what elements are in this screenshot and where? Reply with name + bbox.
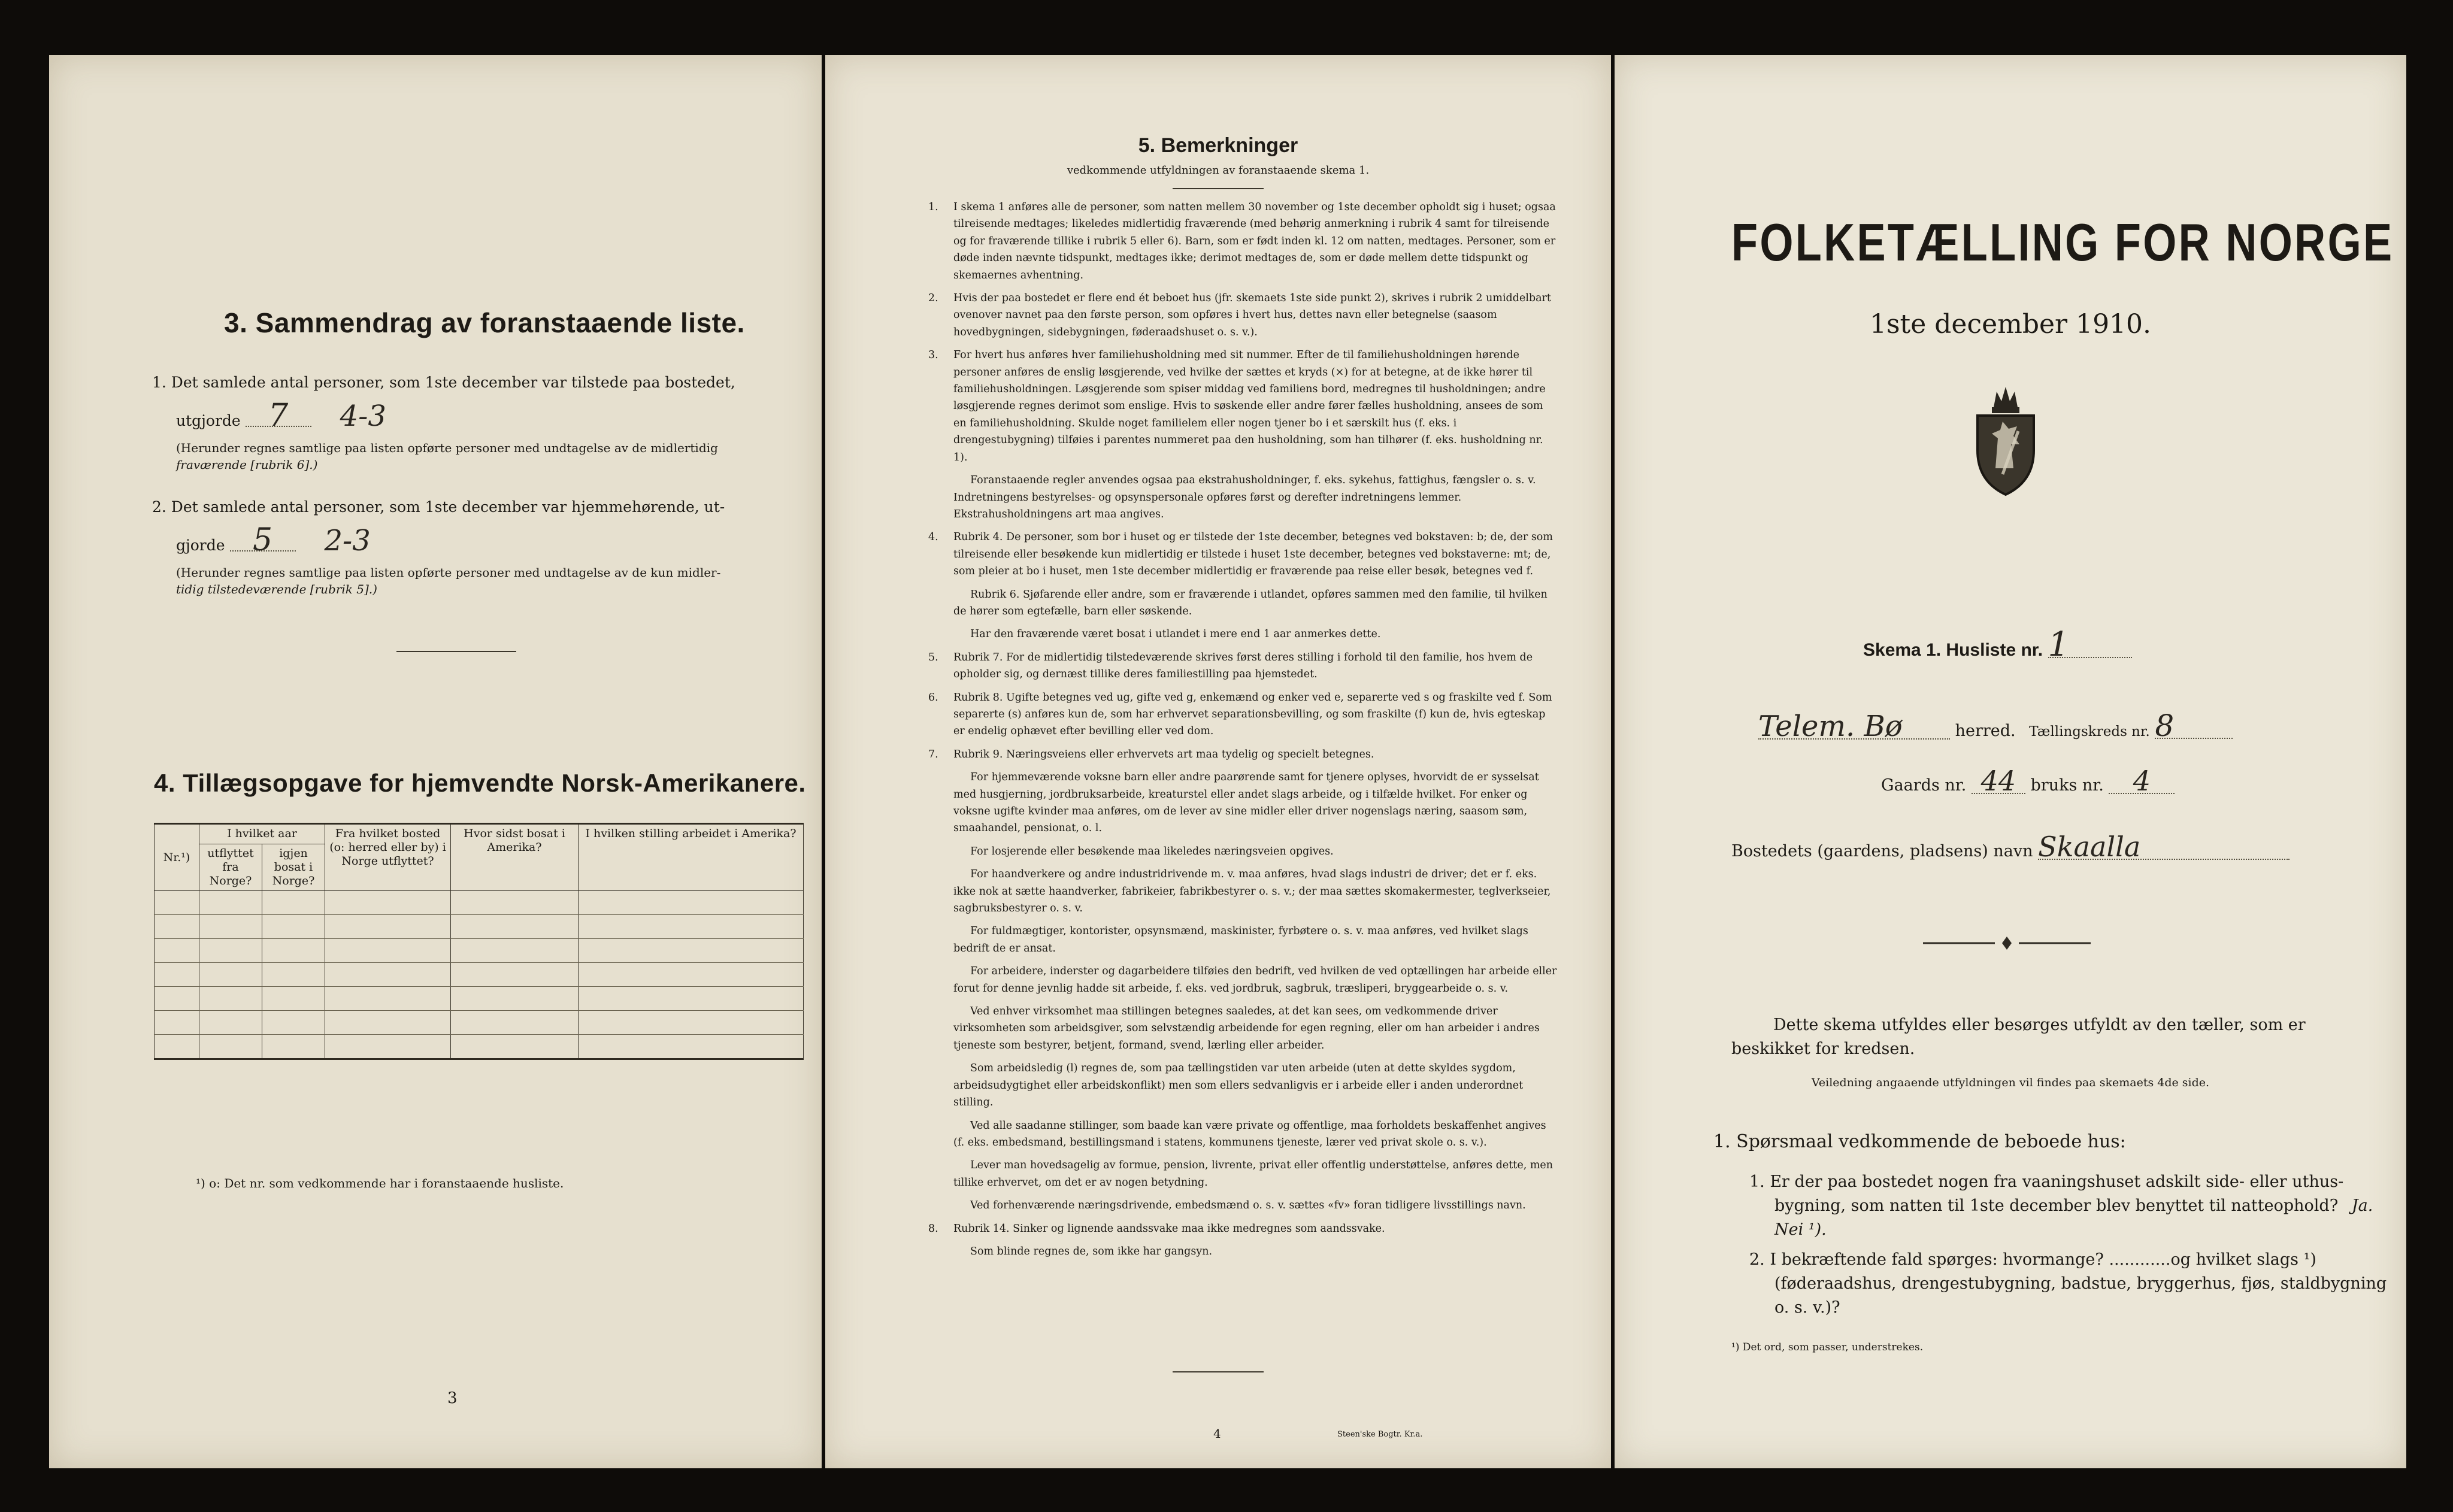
gaards-value: 44: [1972, 769, 2025, 794]
printer-imprint: Steen'ske Bogtr. Kr.a.: [1337, 1430, 1423, 1439]
divider: [1173, 1371, 1264, 1372]
remark-number: 4.: [928, 531, 938, 544]
question-2: 2. I bekræftende fald spørges: hvormange? ............og hvilket slags ¹) (føderaadshus, drengestubygning, badstue, bryggerhus, fjøs, staldbygning o. s. v.)?: [1749, 1250, 2387, 1317]
remark-item: [928, 586, 1557, 620]
table-row: [155, 1035, 804, 1059]
col-fra-bosted: Fra hvilket bosted (o: herred eller by) i Norge utflyttet?: [325, 824, 451, 891]
remark-text: Foranstaaende regler anvendes ogsaa paa ekstrahusholdninger, f. eks. sykehus, fattighus, fængsler o. s. v. Indretningens bestyrelses- og opsynspersonale opføres først og derefter indretningens lemmer. Ekstrahusholdningens art maa angives.: [953, 474, 1536, 520]
remark-text: Hvis der paa bostedet er flere end ét beboet hus (jfr. skemaets 1ste side punkt 2), skrives i rubrik 2 umiddelbart ovenover navnet paa den første person, som opføres i hvert hus, dettes navn eller betegnelse (saasom hovedbygningen, sidebygningen, føderaadshuset o. s. v.).: [953, 292, 1551, 338]
s3-item1-note2: fraværende [rubrik 6].): [176, 457, 318, 472]
table-row: [155, 891, 804, 915]
remark-number: 8.: [928, 1222, 938, 1235]
kreds-value: 8: [2155, 714, 2233, 739]
herred-line: [1758, 708, 2381, 744]
question-1-text: 1. Er der paa bostedet nogen fra vaaningshuset adskilt side- eller uthus-bygning, som natten til 1ste december blev benyttet til natteophold?: [1749, 1172, 2344, 1215]
remark-item: [928, 1220, 1557, 1237]
question-1-answer: Ja. Nei ¹).: [1774, 1196, 2373, 1239]
remark-item: [928, 963, 1557, 997]
s3-item2-note2: tidig tilstedeværende [rubrik 5].): [176, 582, 377, 596]
skema-label: Skema 1. Husliste nr.: [1863, 640, 2043, 660]
remark-text: Ved enhver virksomhet maa stillingen betegnes saaledes, at det kan sees, om vedkommende driver virksomheten som arbeidsgiver, som selvstændig arbeidende for egen regning, eller om han arbeider i andres tjeneste som bestyrer, betjent, formand, svend, lærling eller arbeider.: [953, 1005, 1540, 1052]
census-date: 1ste december 1910.: [1869, 309, 2152, 340]
s3-item2-prefix: gjorde: [176, 537, 225, 554]
remark-item: [928, 1243, 1557, 1260]
herred-label: herred.: [1955, 722, 2016, 740]
coat-of-arms-icon: [1961, 378, 2051, 498]
remark-text: For haandverkere og andre industridrivende m. v. maa anføres, hvad slags industri de driver; det er f. eks. ikke nok at sætte haandverker, fabrikeier, fabrikbestyrer o. s. v.; der maa sættes skomakermester, teglverkseier, sagbruksbestyrer o. s. v.: [953, 868, 1551, 915]
table-row: [155, 1011, 804, 1035]
s3-item2-extra: 2-3: [324, 524, 371, 557]
remark-text: Som blinde regnes de, som ikke har gangsyn.: [970, 1245, 1213, 1258]
remark-item: [928, 923, 1557, 957]
norsk-amerikanere-table: [154, 823, 804, 1060]
remark-number: 1.: [928, 201, 938, 213]
remark-item: [928, 769, 1557, 837]
remarks-list: [928, 199, 1557, 1372]
remark-item: [928, 843, 1557, 860]
remark-item: [928, 1003, 1557, 1054]
kreds-label: Tællingskreds nr.: [2029, 724, 2150, 740]
s3-item2-line: [176, 522, 595, 558]
remark-item: [928, 1197, 1557, 1214]
col-nr: Nr.¹): [155, 824, 199, 891]
remark-item: [928, 1060, 1557, 1111]
remark-item: [928, 472, 1557, 523]
intro-guidance: Veiledning angaaende utfyldningen vil findes paa skemaets 4de side.: [1811, 1076, 2210, 1089]
remark-number: 7.: [928, 748, 938, 760]
remark-text: For losjerende eller besøkende maa likeledes næringsveien opgives.: [970, 845, 1334, 857]
page-left: [49, 55, 822, 1468]
husliste-nr-value: 1: [2048, 633, 2132, 658]
intro-text: Dette skema utfyldes eller besørges utfyldt av den tæller, som er beskikket for kredsen.: [1731, 1016, 2306, 1058]
skema-line: [1863, 625, 2132, 664]
col-hvor-bosat: Hvor sidst bosat i Amerika?: [451, 824, 579, 891]
remark-item: [928, 1157, 1557, 1191]
s3-item2-text: 2. Det samlede antal personer, som 1ste december var hjemmehørende, ut-: [152, 498, 725, 516]
remark-item: [928, 1117, 1557, 1152]
s3-item2-note1: (Herunder regnes samtlige paa listen opførte personer med undtagelse av de kun midler-: [176, 565, 721, 580]
remark-text: For hvert hus anføres hver familiehusholdning med sit nummer. Efter de til familiehusholdningen hørende personer anføres de enslig løsgjerende, ved hvilke der sættes et kryds (×) for at betegne, at de ikke hører til familiehusholdningen. Løsgjerende som spiser middag ved familiens bord, medregnes til husholdningen; andre løsgjerende regnes derimot som enslige. Hvis to søskende eller andre fører fælles husholdning, ansees de som en familiehusholdning. Skulde noget familielem eller nogen tjener bo i et særskilt hus (f. eks. i drengestubygning) tilføies i parentes nummeret paa den husholdning, som han tilhører (f. eks. husholdning nr. 1).: [953, 349, 1546, 463]
page-right: [1615, 55, 2406, 1468]
bruks-value: 4: [2109, 769, 2175, 794]
page-mid: [825, 55, 1611, 1468]
question-1: [1749, 1170, 2403, 1242]
remark-item: [928, 199, 1557, 284]
table-row: [155, 939, 804, 963]
bosted-label: Bostedets (gaardens, pladsens) navn: [1731, 842, 2033, 860]
remark-item: [928, 746, 1557, 763]
bosted-line: [1731, 831, 2378, 863]
remark-item: [928, 529, 1557, 580]
table-row: [155, 915, 804, 939]
remark-text: Rubrik 9. Næringsveiens eller erhvervets art maa tydelig og specielt betegnes.: [953, 748, 1374, 760]
remark-number: 2.: [928, 292, 938, 305]
herred-value: Telem. Bø: [1758, 714, 1950, 740]
remark-item: [928, 626, 1557, 643]
remark-item: [928, 290, 1557, 341]
s3-item1-text: 1. Det samlede antal personer, som 1ste december var tilstede paa bostedet,: [152, 374, 735, 391]
section-3-title: 3. Sammendrag av foranstaaende liste.: [224, 307, 745, 338]
right-footnote: ¹) Det ord, som passer, understrekes.: [1731, 1341, 1924, 1353]
s3-item1-value: 7: [246, 405, 311, 427]
remark-text: Rubrik 14. Sinker og lignende aandssvake maa ikke medregnes som aandssvake.: [953, 1222, 1385, 1235]
remark-text: Ved alle saadanne stillinger, som baade kan være private og offentlige, maa forholdets beskaffenhet angives (f. eks. embedsmand, bestillingsmand i statens, kommunens tjeneste, lærer ved privat skole o. s. v.).: [953, 1119, 1546, 1149]
s3-item1-note1: (Herunder regnes samtlige paa listen opførte personer med undtagelse av de midlertidig: [176, 441, 718, 455]
s3-item1-extra: 4-3: [340, 399, 386, 433]
page-number-3: 3: [447, 1389, 458, 1407]
remark-number: 6.: [928, 691, 938, 704]
remark-text: For hjemmeværende voksne barn eller andre paarørende samt for tjenere oplyses, hvorvidt de er sysselsat med husgjerning, jordbruksarbeide, kreaturstel eller andet slags arbeide, og i tilfælde hvilket. For enker og voksne ugifte kvinder maa anføres, om de lever av sine midler eller driver nogenslags næring, saasom søm, smaahandel, pensionat, o. l.: [953, 771, 1539, 835]
section-4-title: 4. Tillægsopgave for hjemvendte Norsk-Amerikanere.: [154, 769, 806, 797]
remark-text: For fuldmægtiger, kontorister, opsynsmænd, maskinister, fyrbøtere o. s. v. maa anføres, ved hvilket slags bedrift de er ansat.: [953, 925, 1528, 955]
col-group-aar: I hvilket aar: [199, 824, 325, 844]
remark-text: Rubrik 7. For de midlertidig tilstedeværende skrives først deres stilling i forhold til den familie, hos hvem de opholder sig, og dernæst tillike deres familiestilling paa hjemstedet.: [953, 651, 1533, 681]
s3-item1-prefix: utgjorde: [176, 412, 241, 429]
remark-number: 5.: [928, 651, 938, 663]
remark-item: [928, 649, 1557, 683]
divider: [1173, 188, 1264, 189]
remark-text: Ved forhenværende næringsdrivende, embedsmænd o. s. v. sættes «fv» foran tidligere livsstillings navn.: [970, 1199, 1526, 1212]
divider: [396, 651, 516, 652]
remark-text: I skema 1 anføres alle de personer, som natten mellem 30 november og 1ste december opholdt sig i huset; ogsaa tilreisende medtages; likeledes midlertidig fraværende (med behørig anmerkning i rubrik 4 samt for tilreisende og for fraværende tillike i rubrik 5 eller 6). Barn, som er født inden kl. 12 om natten, medtages. Personer, som er døde inden nævnte tidspunkt, medtages ikke; derimot medtages de, som er døde mellem dette tidspunkt og skemaernes avhentning.: [953, 201, 1556, 281]
remark-text: Rubrik 4. De personer, som bor i huset og er tilstede der 1ste december, betegnes ved bokstaven: b; de, der som tilreisende eller besøkende kun midlertidig er tilstede i huset 1ste december, betegnes ved bokstaverne: mt; de, som pleier at bo i huset, men 1ste december midlertidig er fraværende paa reise eller besøk, betegnes ved f.: [953, 531, 1553, 578]
remark-item: [928, 866, 1557, 917]
left-footnote: ¹) o: Det nr. som vedkommende har i foranstaaende husliste.: [196, 1176, 564, 1190]
remark-text: Rubrik 8. Ugifte betegnes ved ug, gifte ved g, enkemænd og enker ved e, separerte ved s og fraskilte ved f. Som separerte (s) anføres kun de, som har erhvervet separationsbevilling, og som fraskilte (f) kun de, hvis egteskap er endelig ophævet efter bevilling eller ved dom.: [953, 691, 1552, 738]
col-utflyttet: utflyttet fra Norge?: [199, 844, 262, 891]
bosted-value: Skaalla: [2038, 835, 2290, 860]
remark-text: For arbeidere, inderster og dagarbeidere tilføies den bedrift, ved hvilken de ved optællingen har arbeide eller forut for denne jevnlig hadde sit arbeide, f. eks. ved jordbruk, sagbruk, træsliperi, bryggearbeide o. s. v.: [953, 965, 1557, 995]
remarks-subtitle: vedkommende utfyldningen av foranstaaende skema 1.: [1067, 164, 1370, 177]
main-title: FOLKETÆLLING FOR NORGE: [1731, 213, 2394, 272]
col-stilling: I hvilken stilling arbeidet i Amerika?: [579, 824, 804, 891]
remark-number: 3.: [928, 349, 938, 362]
gaards-line: [1881, 765, 2175, 798]
remark-item: [928, 689, 1557, 740]
remarks-title: 5. Bemerkninger: [1138, 134, 1298, 157]
col-igjen-bosat: igjen bosat i Norge?: [262, 844, 325, 891]
s3-item2-value: 5: [230, 530, 296, 552]
table-row: [155, 963, 804, 987]
ornament-divider-icon: [1923, 935, 2091, 951]
remark-text: Som arbeidsledig (l) regnes de, som paa tællingstiden var uten arbeide (uten at dette skyldes sygdom, arbeidsudygtighet eller arbeidskonflikt) men som ellers sedvanligvis er i arbeide eller i anden underordnet stilling.: [953, 1062, 1524, 1109]
s3-item1-line: [176, 398, 595, 434]
remark-text: Lever man hovedsagelig av formue, pension, livrente, privat eller offentlig understøttelse, anføres dette, men tillike erhvervet, om det er av nogen betydning.: [953, 1159, 1553, 1189]
page-number-4: 4: [1213, 1426, 1221, 1441]
remark-item: [928, 347, 1557, 466]
question-heading: 1. Spørsmaal vedkommende de beboede hus:: [1713, 1131, 2126, 1152]
gaards-label: Gaards nr.: [1881, 776, 1967, 795]
bruks-label: bruks nr.: [2030, 776, 2104, 795]
table-row: [155, 987, 804, 1011]
remark-text: Rubrik 6. Sjøfarende eller andre, som er fraværende i utlandet, opføres sammen med den familie, til hvilken de hører som egtefælle, barn eller søskende.: [953, 588, 1547, 617]
remark-text: Har den fraværende været bosat i utlandet i mere end 1 aar anmerkes dette.: [970, 628, 1381, 641]
